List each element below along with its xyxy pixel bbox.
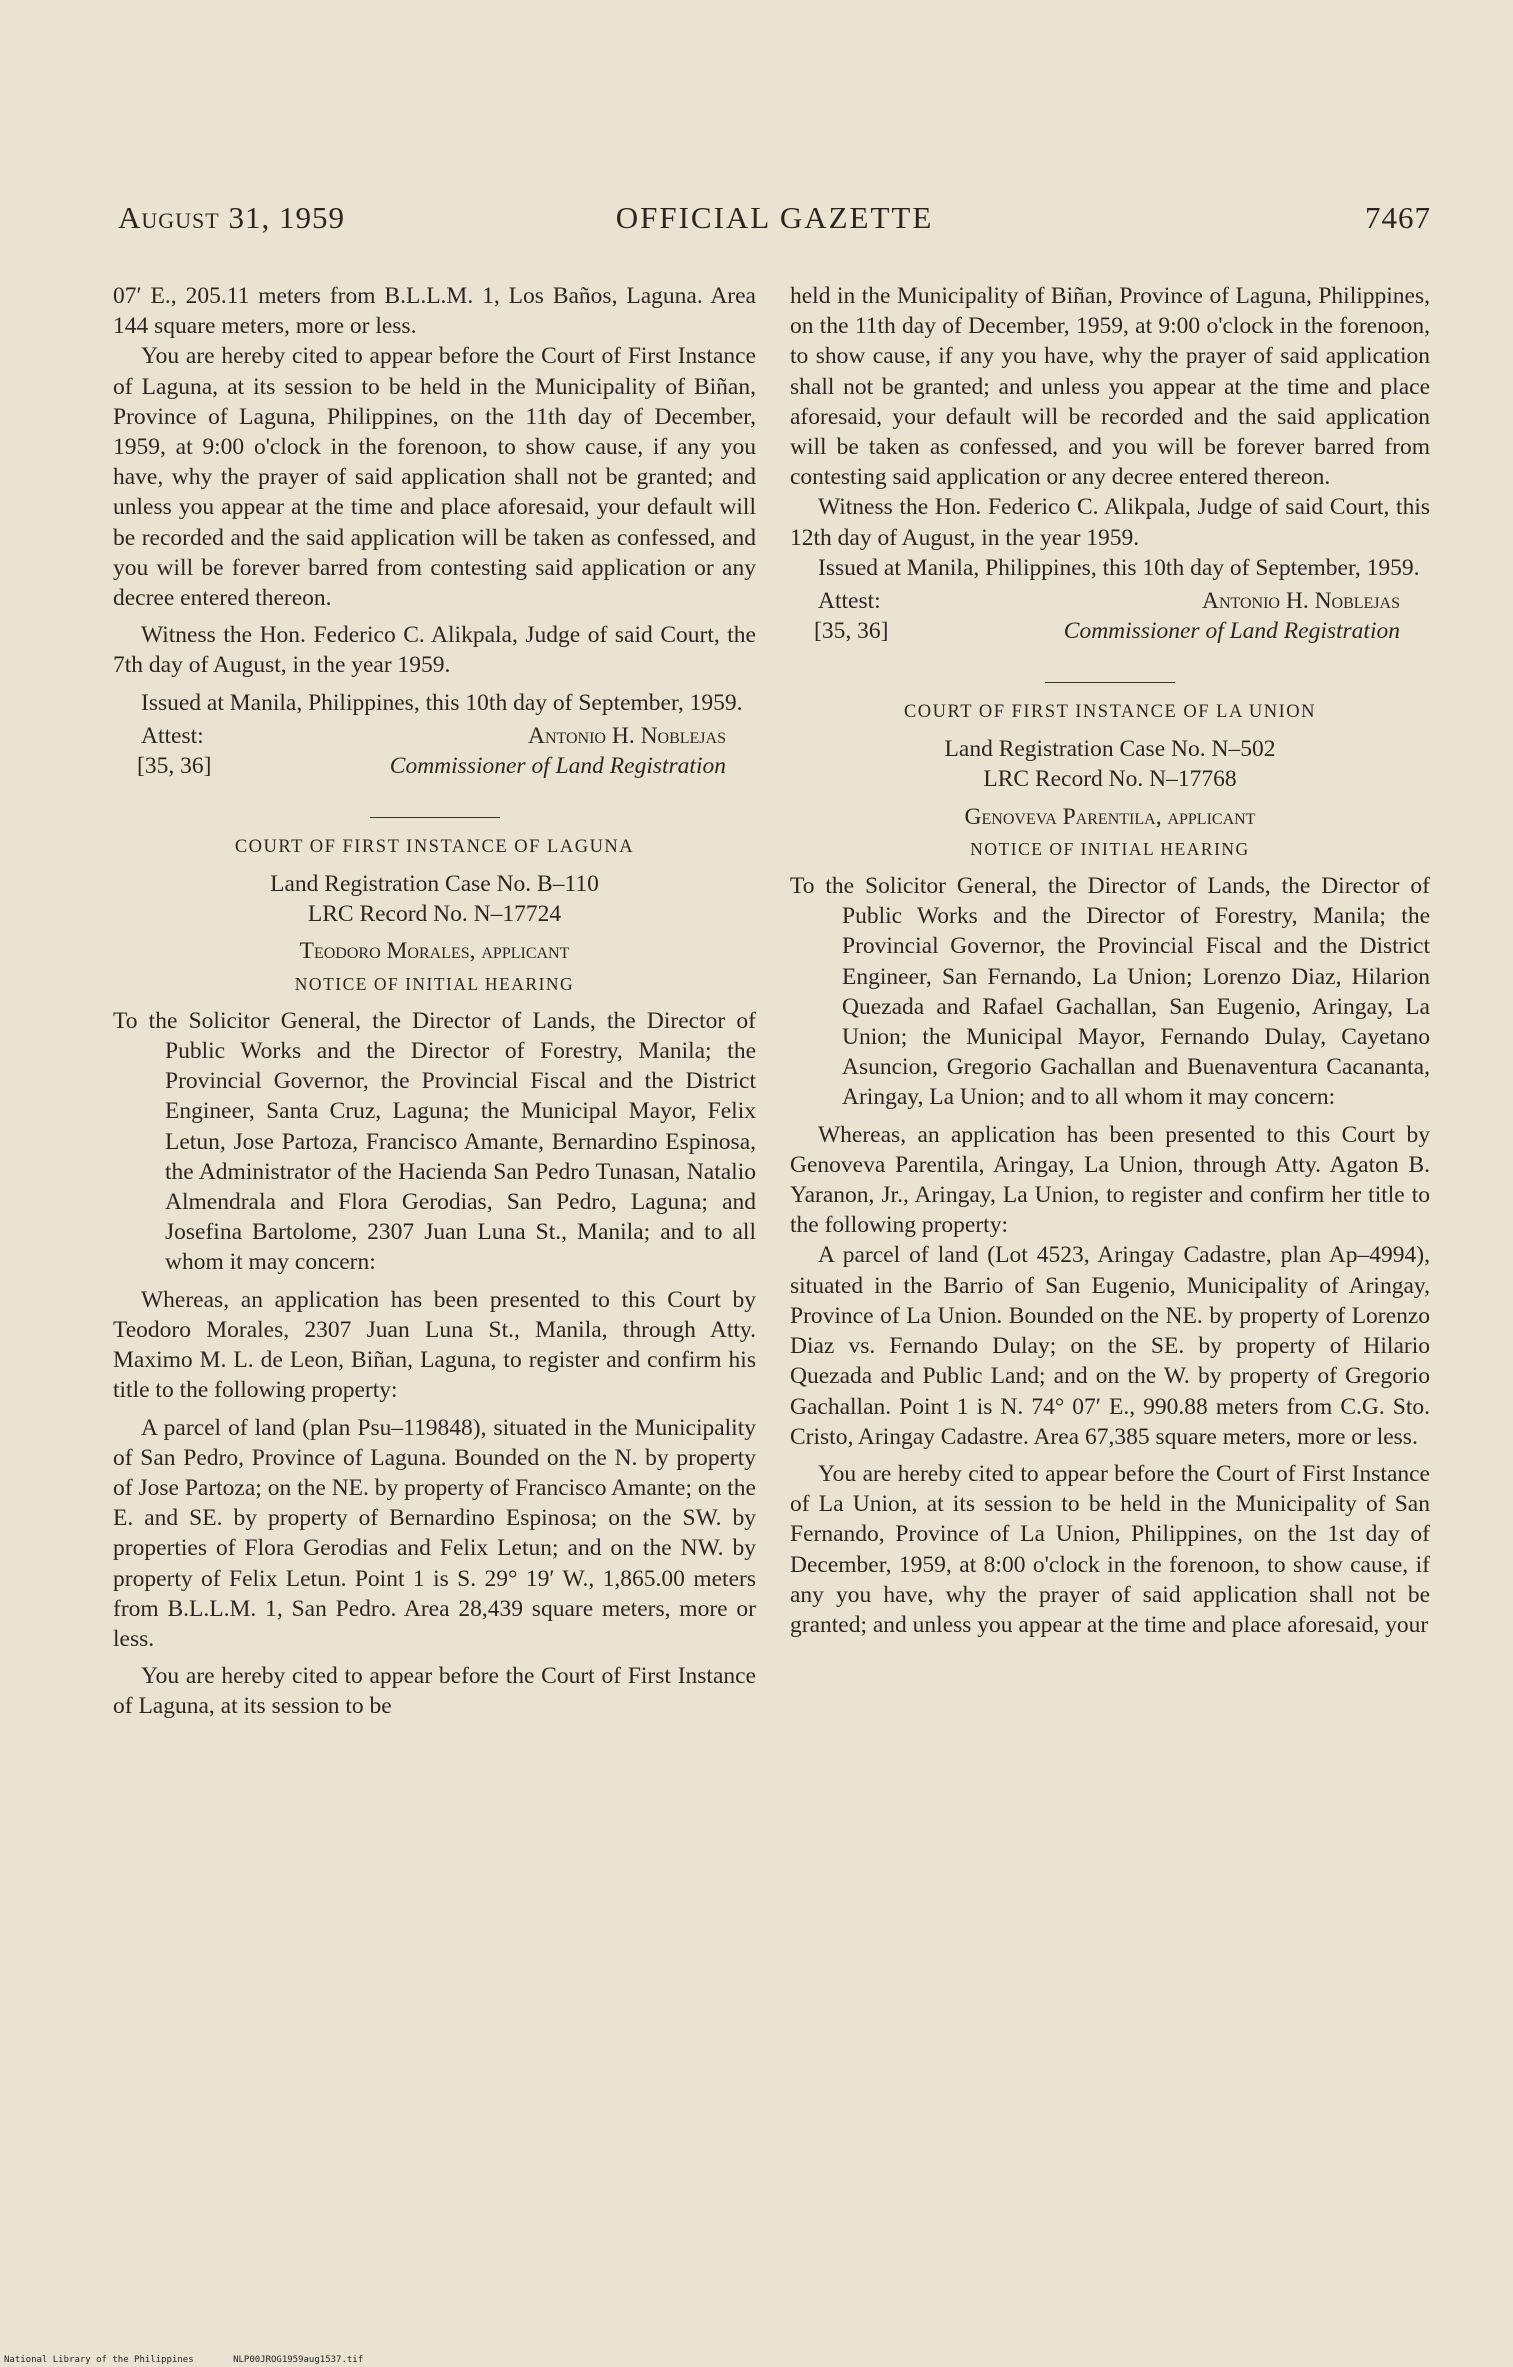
issue-reference: [35, 36] [814,618,889,645]
paragraph: You are hereby cited to appear before the Court of First Instance of Laguna, at its session to be [113,1663,756,1720]
addressee-block: To the Solicitor General, the Director of Lands, the Director of Public Works and the Director of Forestry, Manila; the Provincial Governor, the Provincial Fiscal and the District Engineer, San Fernando, La Union; Lorenzo Diaz, Hilarion Quezada and Rafael Gachallan, San Eugenio, Aringay, La Union; the Municipal Mayor, Fernando Dulay, Cayetano Asuncion, Gregorio Gachallan and Buenaventura Cacananta, Aringay, La Union; and to all whom it may concern: [790,873,1430,1111]
attest-title: Commissioner of Land Registration [389,752,726,779]
paragraph: Issued at Manila, Philippines, this 10th day of September, 1959. [818,554,1420,581]
section-divider [1045,682,1175,683]
paragraph: A parcel of land (Lot 4523, Aringay Cadastre, plan Ap–4994), situated in the Barrio of San Eugenio, Municipality of Aringay, Province of La Union. Bounded on the NE. by property of Lorenzo Diaz vs. Fernando Dulay; on the SE. by property of Hilario Quezada and Public Land; and on the W. by property of Gregorio Gachallan. Point 1 is N. 74° 07′ E., 990.88 meters from C.G. Sto. Cristo, Aringay Cadastre. Area 67,385 square meters, more or less. [790,1242,1430,1450]
scan-footer [4,2355,397,2365]
paragraph: 07′ E., 205.11 meters from B.L.L.M. 1, Los Baños, Laguna. Area 144 square meters, more or less. [113,283,756,340]
paragraph: You are hereby cited to appear before the Court of First Instance of Laguna, at its session to be held in the Municipality of Biñan, Province of Laguna, Philippines, on the 11th day of December, 1959, at 9:00 o'clock in the forenoon, to show cause, if any you have, why the prayer of said application shall not be granted; and unless you appear at the time and place aforesaid, your default will be recorded and the said application will be taken as confessed, and you will be forever barred from contesting said application or any decree entered thereon. [113,343,756,612]
page-number: 7467 [1365,200,1431,235]
case-number: Land Registration Case No. B–110 [270,871,599,898]
court-heading: COURT OF FIRST INSTANCE OF LA UNION [903,702,1317,723]
paragraph: held in the Municipality of Biñan, Province of Laguna, Philippines, on the 11th day of December, 1959, at 9:00 o'clock in the forenoon, to show cause, if any you have, why the prayer of said application shall not be granted; and unless you appear at the time and place aforesaid, your default will be recorded and the said application will be taken as confessed, and you will be forever barred from contesting said application or any decree entered thereon. [790,283,1430,491]
case-number: Land Registration Case No. N–502 [944,736,1276,763]
attest-label: Attest: [141,722,204,749]
applicant-line: Genoveva Parentila, applicant [964,803,1256,830]
addressee-block: To the Solicitor General, the Director of Lands, the Director of Public Works and the Director of Forestry, Manila; the Provincial Governor, the Provincial Fiscal and the District Engineer, Santa Cruz, Laguna; the Municipal Mayor, Felix Letun, Jose Partoza, Francisco Amante, Bernardino Espinosa, the Administrator of the Hacienda San Pedro Tunasan, Natalio Almendrala and Flora Gerodias, San Pedro, Laguna; and Josefina Bartolome, 2307 Juan Luna St., Manila; and to all whom it may concern: [113,1007,756,1276]
paragraph: Witness the Hon. Federico C. Alikpala, Judge of said Court, this 12th day of August, in the year 1959. [790,494,1430,551]
attest-label: Attest: [818,588,881,615]
notice-heading: NOTICE OF INITIAL HEARING [970,838,1250,859]
attest-name: Antonio H. Noblejas [527,722,726,749]
record-number: LRC Record No. N–17724 [307,901,562,928]
paragraph: Issued at Manila, Philippines, this 10th day of September, 1959. [141,689,743,716]
paragraph: You are hereby cited to appear before the Court of First Instance of La Union, at its session to be held in the Municipality of San Fernando, Province of La Union, Philippines, on the 1st day of December, 1959, at 8:00 o'clock in the forenoon, to show cause, if any you have, why the prayer of said application shall not be granted; and unless you appear at the time and place aforesaid, your [790,1460,1430,1638]
attest-line [790,586,1430,616]
applicant-line: Teodoro Morales, applicant [299,938,570,965]
paragraph: Whereas, an application has been presented to this Court by Genoveva Parentila, Aringay, La Union, through Atty. Agaton B. Yaranon, Jr., Aringay, La Union, to register and confirm her title to the following property: [790,1121,1430,1239]
attest-title: Commissioner of Land Registration [1063,618,1400,645]
right-column [790,281,1430,1640]
attest-title-line [113,751,756,781]
court-heading: COURT OF FIRST INSTANCE OF LAGUNA [234,836,635,857]
publication-title: OFFICIAL GAZETTE [615,200,934,235]
page-header [118,200,1431,244]
issue-date: August 31, 1959 [118,200,345,235]
paragraph: A parcel of land (plan Psu–119848), situated in the Municipality of San Pedro, Province of Laguna. Bounded on the N. by property of Jose Partoza; on the NE. by property of Francisco Amante; on the E. and SE. by property of Bernardino Espinosa; on the SW. by properties of Flora Gerodias and Felix Letun; and on the NW. by property of Felix Letun. Point 1 is S. 29° 19′ W., 1,865.00 meters from B.L.L.M. 1, San Pedro. Area 28,439 square meters, more or less. [113,1414,756,1652]
attest-name: Antonio H. Noblejas [1201,588,1400,615]
file-name: NLP00JROG1959aug1537.tif [233,2355,364,2365]
section-divider [370,817,500,818]
notice-heading: NOTICE OF INITIAL HEARING [294,973,575,994]
left-column [113,281,756,1722]
paragraph: Whereas, an application has been presented to this Court by Teodoro Morales, 2307 Juan Luna St., Manila, through Atty. Maximo M. L. de Leon, Biñan, Laguna, to register and confirm his title to the following property: [113,1286,756,1404]
attest-title-line [790,616,1430,646]
attest-line [113,721,756,751]
library-credit: National Library of the Philippines [4,2355,194,2365]
record-number: LRC Record No. N–17768 [983,766,1237,793]
paragraph: Witness the Hon. Federico C. Alikpala, Judge of said Court, the 7th day of August, in the year 1959. [113,622,756,679]
issue-reference: [35, 36] [137,752,212,779]
